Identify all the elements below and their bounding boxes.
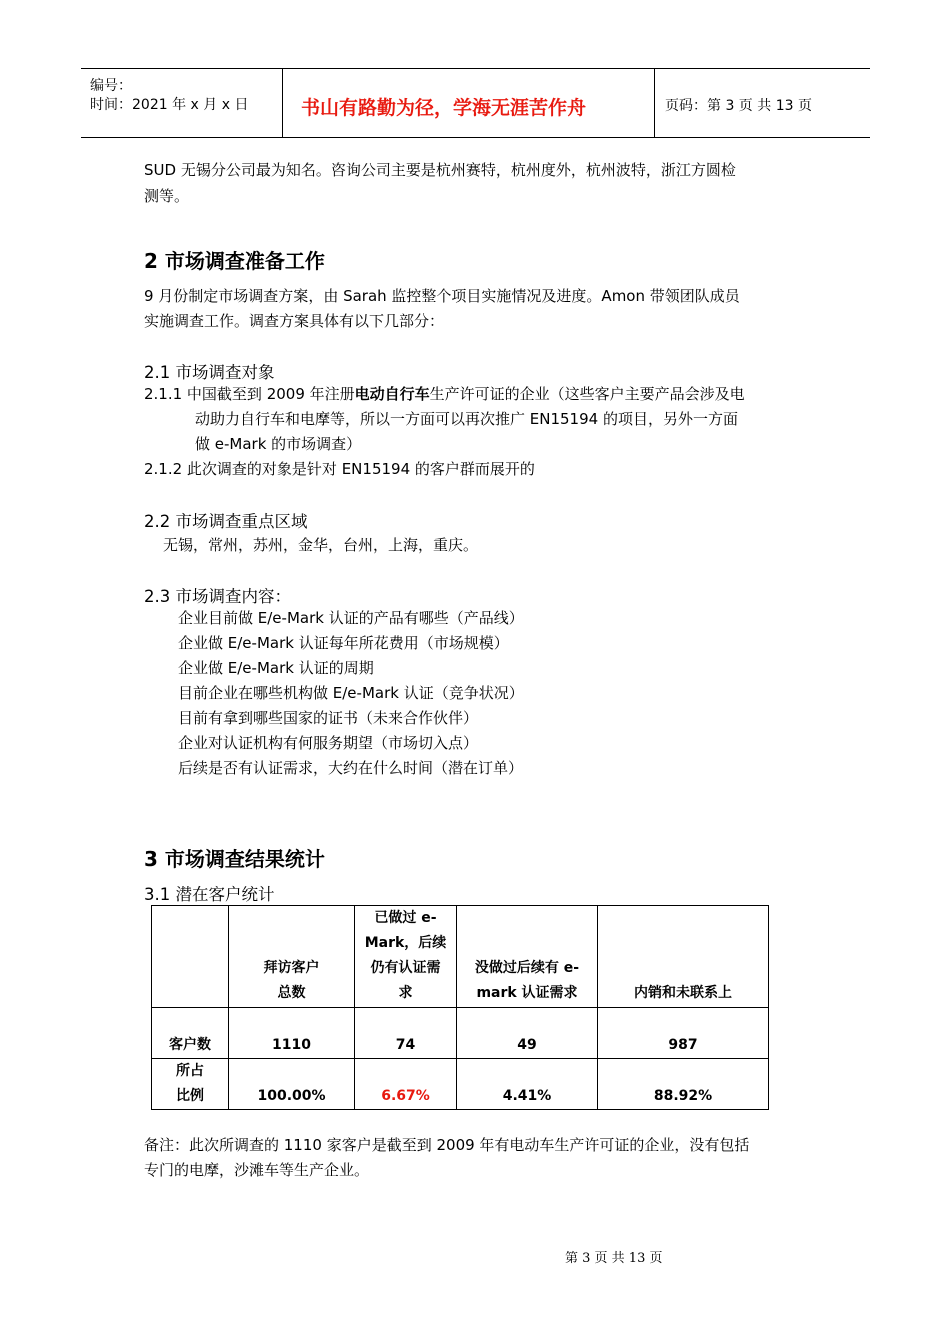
page-header [81,68,870,138]
header-divider [282,69,283,137]
header-time: 时间：2021 年 x 月 x 日 [90,97,249,113]
section-2-1-1-line-3: 做 e-Mark 的市场调查） [195,435,362,453]
percentage: 100.00% [229,1059,355,1110]
header-divider [654,69,655,137]
header-line: mark 认证需求 [476,985,578,1001]
table-header-cell [152,906,229,1008]
percentage-highlight: 6.67% [355,1059,457,1110]
header-line: Mark，后续 [364,935,447,951]
potential-customer-table [151,905,769,1110]
section-2-1-1-line-1 [144,382,745,407]
customer-count: 1110 [229,1008,355,1059]
percentage: 88.92% [598,1059,769,1110]
survey-content-item: 企业做 E/e-Mark 认证的周期 [178,659,374,677]
section-2-para-line-1: 9 月份制定市场调查方案，由 Sarah 监控整个项目实施情况及进度。Amon 带领团队成员 [144,287,740,305]
header-line: 拜访客户 [263,960,320,976]
survey-content-item: 企业对认证机构有何服务期望（市场切入点） [178,734,479,752]
customer-count: 74 [355,1008,457,1059]
table-header-cell [598,906,769,1008]
header-line: 仍有认证需 [370,960,441,976]
survey-content-item: 企业目前做 E/e-Mark 认证的产品有哪些（产品线） [178,609,524,627]
table-header-cell [355,906,457,1008]
header-line: 求 [398,985,413,1001]
section-2-title: 2 市场调查准备工作 [144,249,325,273]
survey-content-item: 目前有拿到哪些国家的证书（未来合作伙伴） [178,709,479,727]
row-label-line: 比例 [176,1088,204,1104]
header-page-number: 页码：第 3 页 共 13 页 [665,98,812,114]
row-label-line: 所占 [176,1063,204,1079]
header-line: 没做过后续有 e- [474,960,580,976]
header-line: 内销和未联系上 [634,985,732,1001]
header-line: 已做过 e- [374,910,437,926]
row-label [152,1059,229,1110]
section-2-2-regions: 无锡，常州，苏州，金华，台州，上海，重庆。 [163,536,479,554]
customer-count: 987 [598,1008,769,1059]
section-2-1-title: 2.1 市场调查对象 [144,363,275,382]
survey-content-item: 企业做 E/e-Mark 认证每年所花费用（市场规模） [178,634,509,652]
section-2-1-1-line-2: 动助力自行车和电摩等，所以一方面可以再次推广 EN15194 的项目，另外一方面 [195,410,738,428]
item-text: 2.1.1 中国截至到 2009 年注册 [144,385,355,403]
page-footer: 第 3 页 共 13 页 [565,1251,663,1266]
section-3-1-title: 3.1 潜在客户统计 [144,885,275,904]
intro-line-1: SUD 无锡分公司最为知名。咨询公司主要是杭州赛特，杭州度外，杭州波特，浙江方圆检 [144,161,736,179]
section-2-2-title: 2.2 市场调查重点区域 [144,512,308,531]
row-label: 客户数 [152,1008,229,1059]
table-header-cell [229,906,355,1008]
survey-content-item: 后续是否有认证需求，大约在什么时间（潜在订单） [178,759,524,777]
header-line: 总数 [277,985,306,1001]
table-header-cell [457,906,598,1008]
section-2-1-2: 2.1.2 此次调查的对象是针对 EN15194 的客户群而展开的 [144,460,535,478]
intro-line-2: 测等。 [144,187,190,205]
section-2-para-line-2: 实施调查工作。调查方案具体有以下几部分： [144,312,445,330]
item-bold-text: 电动自行车 [354,385,430,403]
header-motto: 书山有路勤为径，学海无涯苦作舟 [301,97,587,119]
table-row [152,1059,769,1110]
section-3-title: 3 市场调查结果统计 [144,847,325,871]
section-2-3-title: 2.3 市场调查内容： [144,587,291,606]
survey-content-item: 目前企业在哪些机构做 E/e-Mark 认证（竞争状况） [178,684,524,702]
customer-count: 49 [457,1008,598,1059]
header-number-label: 编号： [90,78,132,94]
item-text: 生产许可证的企业（这些客户主要产品会涉及电 [429,385,745,403]
table-header-row [152,906,769,1008]
table-row [152,1008,769,1059]
note-line-1: 备注：此次所调查的 1110 家客户是截至到 2009 年有电动车生产许可证的企业，没有包括 [144,1136,750,1154]
note-line-2: 专门的电摩，沙滩车等生产企业。 [144,1161,370,1179]
percentage: 4.41% [457,1059,598,1110]
